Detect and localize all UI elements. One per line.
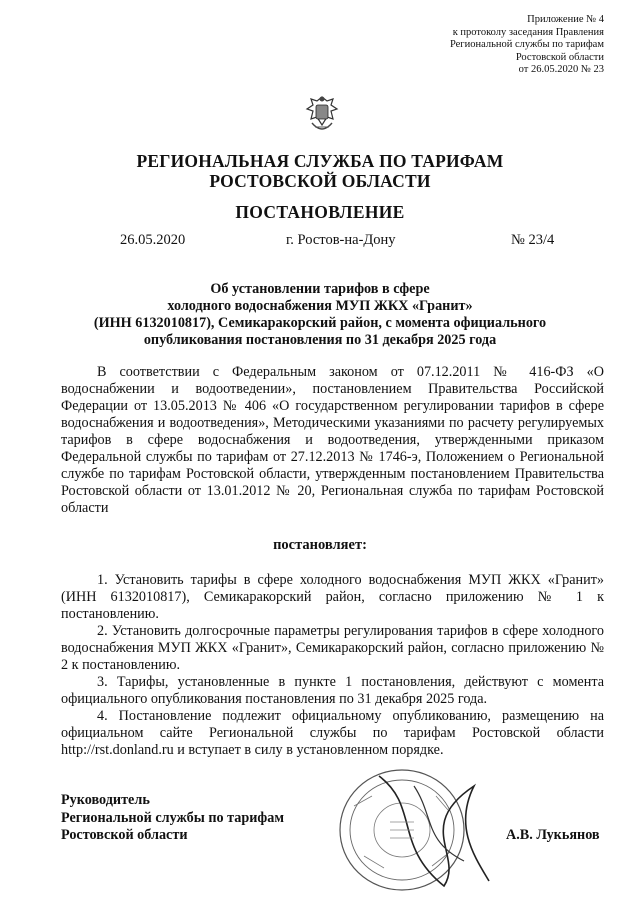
appendix-line: от 26.05.2020 № 23 <box>518 64 604 75</box>
official-seal-stamp <box>324 766 494 896</box>
document-number: № 23/4 <box>511 232 555 248</box>
signer-name: А.В. Лукьянов <box>506 827 600 843</box>
subject-line: холодного водоснабжения МУП ЖКХ «Гранит» <box>167 298 473 314</box>
appendix-line: Ростовской области <box>515 51 604 63</box>
document-date: 26.05.2020 <box>120 232 186 248</box>
appendix-line: к протоколу заседания Правления <box>452 26 604 38</box>
decision-item-1: 1. Установить тарифы в сфере холодного водоснабжения МУП ЖКХ «Гранит» (ИНН 6132010817), Семикаракорский район, согласно приложению № 1 к постановлению. <box>61 572 604 622</box>
appendix-note <box>364 14 604 77</box>
preamble-paragraph: В соответствии с Федеральным законом от 07.12.2011 № 416-ФЗ «О водоснабжении и водоотведении», постановлением Правительства Российской Федерации от 13.05.2013 № 406 «О государственном регулировании тарифов в сфере водоснабжения и водоотведения», Методическими указаниями по расчету регулируемых тарифов в сфере водоснабжения и водоотведения, утвержденными приказом Федеральной службы по тарифам от 27.12.2013 № 1746-э, Положением о Региональной службе по тарифам Ростовской области, утвержденным постановлением Правительства Ростовской области от 13.01.2012 № 20, Региональная служба по тарифам Ростовской области <box>61 364 604 516</box>
decision-item-3: 3. Тарифы, установленные в пункте 1 постановления, действуют с момента официального опубликования постановления по 31 декабря 2025 года. <box>61 674 604 707</box>
document-city: г. Ростов-на-Дону <box>286 232 396 248</box>
appendix-line: Приложение № 4 <box>527 14 604 25</box>
subject-line: опубликования постановления по 31 декабря 2025 года <box>143 332 497 348</box>
signer-position <box>61 792 284 845</box>
coat-of-arms-icon <box>303 95 341 137</box>
subject-line: Об установлении тарифов в сфере <box>210 281 430 297</box>
subject-line: (ИНН 6132010817), Семикаракорский район, с момента официального <box>93 315 547 331</box>
decision-item-4: 4. Постановление подлежит официальному опубликованию, размещению на официальном сайте Региональной службы по тарифам Ростовской области http://rst.donland.ru и вступает в силу в установленном порядке. <box>61 708 604 758</box>
signer-line: Региональной службы по тарифам <box>61 809 285 826</box>
decision-item-2: 2. Установить долгосрочные параметры регулирования тарифов в сфере холодного водоснабжения МУП ЖКХ «Гранит», Семикаракорский район, согласно приложению № 2 к постановлению. <box>61 623 604 673</box>
document-subject <box>60 281 580 349</box>
decides-heading: постановляет: <box>273 537 367 553</box>
document-type: ПОСТАНОВЛЕНИЕ <box>235 202 405 222</box>
org-title-line1: РЕГИОНАЛЬНАЯ СЛУЖБА ПО ТАРИФАМ <box>136 151 504 171</box>
signer-line: Ростовской области <box>61 827 188 843</box>
org-title-line2: РОСТОВСКОЙ ОБЛАСТИ <box>209 171 431 191</box>
appendix-line: Региональной службы по тарифам <box>449 39 604 50</box>
signer-line: Руководитель <box>61 792 150 808</box>
